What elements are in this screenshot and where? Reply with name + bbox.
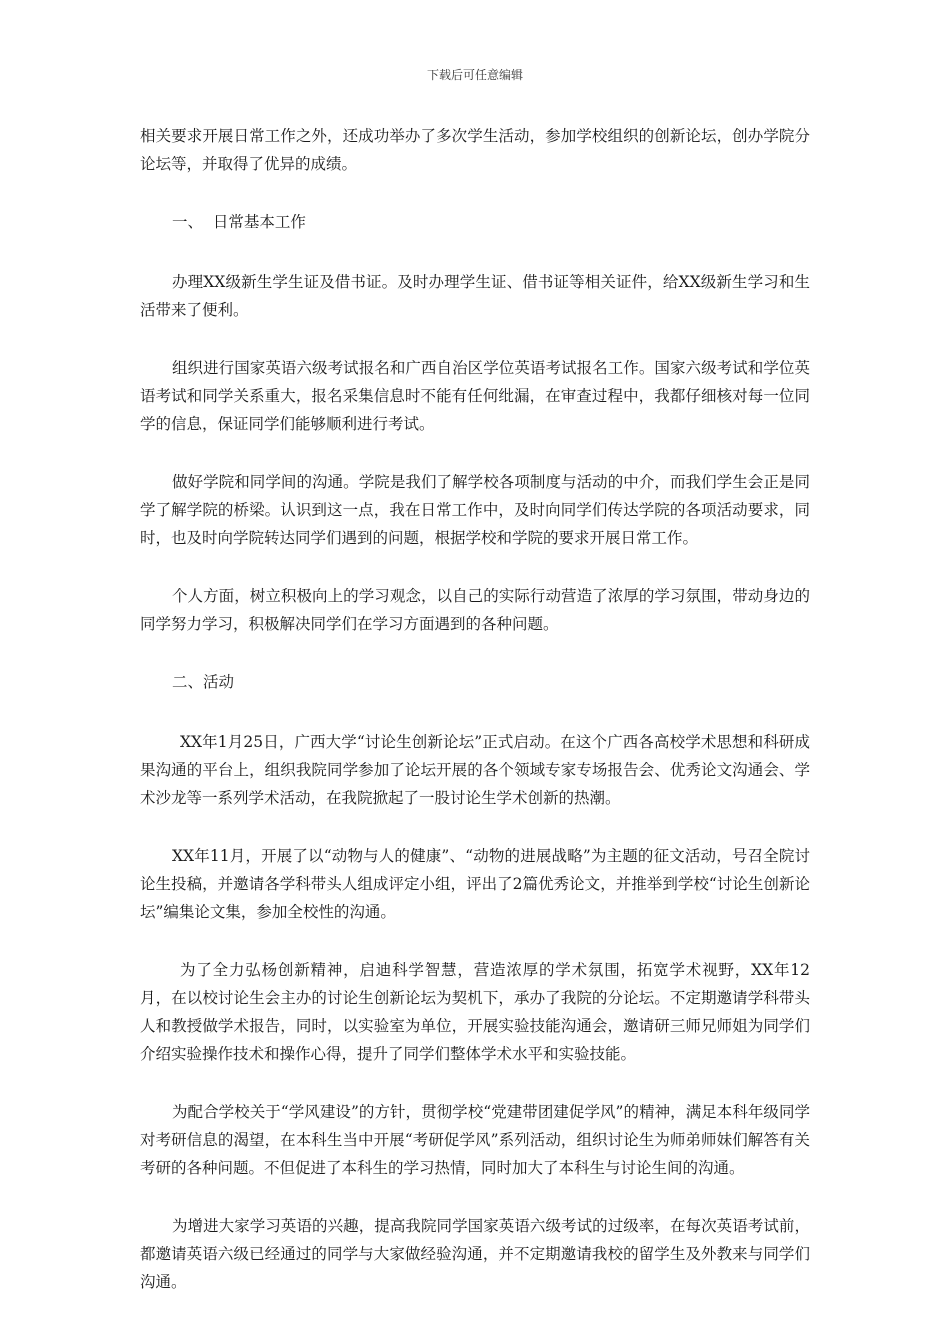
paragraph-essay-contest: XX年11月，开展了以“动物与人的健康”、“动物的进展战略”为主题的征文活动，号召全院讨论生投稿，并邀请各学科带头人组成评定小组，评出了2篇优秀论文，并推举到学校“讨论生创新论坛”编集论文集，参加全校性的沟通。 [140, 847, 810, 921]
paragraph-english-interest: 为增进大家学习英语的兴趣，提高我院同学国家英语六级考试的过级率，在每次英语考试前，都邀请英语六级已经通过的同学与大家做经验沟通，并不定期邀请我校的留学生及外教来与同学们沟通。 [140, 1217, 810, 1291]
paragraph-communication: 做好学院和同学间的沟通。学院是我们了解学校各项制度与活动的中介，而我们学生会正是同学了解学院的桥梁。认识到这一点，我在日常工作中，及时向同学们传达学院的各项活动要求，同时，也及时向学院转达同学们遇到的问题，根据学校和学院的要求开展日常工作。 [140, 473, 810, 547]
paragraph-student-card: 办理XX级新生学生证及借书证。及时办理学生证、借书证等相关证件，给XX级新生学习和生活带来了便利。 [140, 273, 810, 319]
section-heading-activities: 二、活动 [172, 673, 235, 691]
section-heading-daily-work: 一、 日常基本工作 [172, 213, 306, 231]
page-header-note: 下载后可任意编辑 [426, 68, 523, 82]
paragraph-english-exam-registration: 组织进行国家英语六级考试报名和广西自治区学位英语考试报名工作。国家六级考试和学位英语考试和同学关系重大，报名采集信息时不能有任何纰漏，在审查过程中，我都仔细核对每一位同学的信息，保证同学们能够顺利进行考试。 [140, 359, 810, 433]
paragraph-continuation: 相关要求开展日常工作之外，还成功举办了多次学生活动，参加学校组织的创新论坛，创办学院分论坛等，并取得了优异的成绩。 [140, 127, 810, 173]
paragraph-personal-study: 个人方面，树立积极向上的学习观念，以自己的实际行动营造了浓厚的学习氛围，带动身边的同学努力学习，积极解决同学们在学习方面遇到的各种问题。 [140, 587, 810, 633]
paragraph-innovation-forum: XX年1月25日，广西大学“讨论生创新论坛”正式启动。在这个广西各高校学术思想和科研成果沟通的平台上，组织我院同学参加了论坛开展的各个领域专家专场报告会、优秀论文沟通会、学术沙龙等一系列学术活动，在我院掀起了一股讨论生学术创新的热潮。 [140, 733, 810, 807]
document-body [140, 122, 810, 1326]
paragraph-study-style: 为配合学校关于“学风建设”的方针，贯彻学校“党建带团建促学风”的精神，满足本科年级同学对考研信息的渴望，在本科生当中开展“考研促学风”系列活动，组织讨论生为师弟师妹们解答有关考研的各种问题。不但促进了本科生的学习热情，同时加大了本科生与讨论生间的沟通。 [140, 1103, 810, 1177]
paragraph-sub-forum: 为了全力弘杨创新精神，启迪科学智慧，营造浓厚的学术氛围，拓宽学术视野，XX年12月，在以校讨论生会主办的讨论生创新论坛为契机下，承办了我院的分论坛。不定期邀请学科带头人和教授做学术报告，同时，以实验室为单位，开展实验技能沟通会，邀请研三师兄师姐为同学们介绍实验操作技术和操作心得，提升了同学们整体学术水平和实验技能。 [140, 961, 810, 1063]
